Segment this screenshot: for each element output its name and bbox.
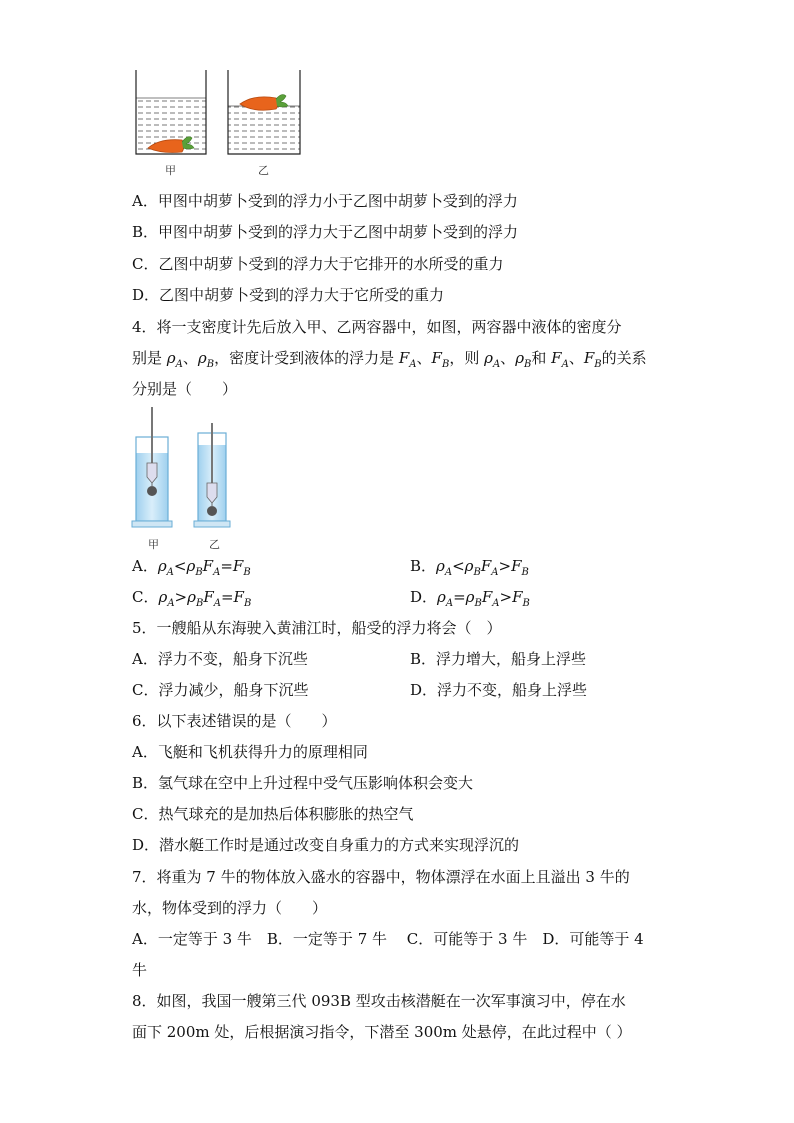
q3-option-a: A．甲图中胡萝卜受到的浮力小于乙图中胡萝卜受到的浮力 (132, 192, 518, 210)
q4-option-c: C．$\rho_A>\rho_BF_A=F_B$ (132, 588, 252, 609)
q7-options-wrap: 牛 (132, 961, 148, 979)
q4-stem-line3: 分别是（ ） (132, 380, 238, 398)
q6-option-a: A．飞艇和飞机获得升力的原理相同 (132, 743, 368, 761)
q4-stem-line1: 4．将一支密度计先后放入甲、乙两容器中，如图，两容器中液体的密度分 (132, 318, 622, 336)
container-left (136, 70, 206, 154)
figure1-label-right: 乙 (258, 164, 269, 177)
q7-stem-line2: 水，物体受到的浮力（ ） (132, 899, 328, 917)
figure2-label-left: 甲 (148, 538, 159, 551)
q7-stem-line1: 7．将重为 7 牛的物体放入盛水的容器中，物体漂浮在水面上且溢出 3 牛的 (132, 868, 630, 886)
q8-stem-line2: 面下 200m 处，后根据演习指令，下潜至 300m 处悬停，在此过程中（ ） (132, 1023, 632, 1041)
q5-option-c: C．浮力减少，船身下沉些 (132, 681, 309, 699)
q4-option-a: A．$\rho_A<\rho_BF_A=F_B$ (132, 557, 251, 578)
q6-option-d: D．潜水艇工作时是通过改变自身重力的方式来实现浮沉的 (132, 836, 520, 854)
q3-option-d: D．乙图中胡萝卜受到的浮力大于它所受的重力 (132, 286, 445, 304)
q3-option-b: B．甲图中胡萝卜受到的浮力大于乙图中胡萝卜受到的浮力 (132, 223, 519, 241)
q6-stem: 6．以下表述错误的是（ ） (132, 712, 337, 730)
q5-option-b: B．浮力增大，船身上浮些 (410, 650, 587, 668)
q4-stem-line2: 别是 $\rho_A$、$\rho_B$，密度计受到液体的浮力是 $F_A$、$F_B$，则 $\rho_A$、$\rho_B$和 $F_A$、$F_B$的关系 (132, 349, 647, 370)
q7-options: A．一定等于 3 牛 B．一定等于 7 牛 C．可能等于 3 牛 D．可能等于 4 (132, 930, 644, 948)
cylinder-right (194, 423, 230, 527)
q5-option-d: D．浮力不变，船身上浮些 (410, 681, 588, 699)
figure1-label-left: 甲 (165, 164, 176, 177)
q4-option-d: D．$\rho_A=\rho_BF_A>F_B$ (410, 588, 530, 609)
q6-option-c: C．热气球充的是加热后体积膨胀的热空气 (132, 805, 414, 823)
carrot-containers-figure (130, 68, 310, 178)
q5-option-a: A．浮力不变，船身下沉些 (132, 650, 308, 668)
hydrometer-figure (130, 405, 240, 535)
q4-option-b: B．$\rho_A<\rho_BF_A>F_B$ (410, 557, 529, 578)
figure2-label-right: 乙 (209, 538, 220, 551)
container-right (228, 70, 300, 154)
q6-option-b: B．氢气球在空中上升过程中受气压影响体积会变大 (132, 774, 474, 792)
q5-stem: 5．一艘船从东海驶入黄浦江时，船受的浮力将会（ ） (132, 619, 502, 637)
q8-stem-line1: 8．如图，我国一艘第三代 093B 型攻击核潜艇在一次军事演习中，停在水 (132, 992, 626, 1010)
cylinder-left (132, 407, 172, 527)
q3-option-c: C．乙图中胡萝卜受到的浮力大于它排开的水所受的重力 (132, 255, 504, 273)
